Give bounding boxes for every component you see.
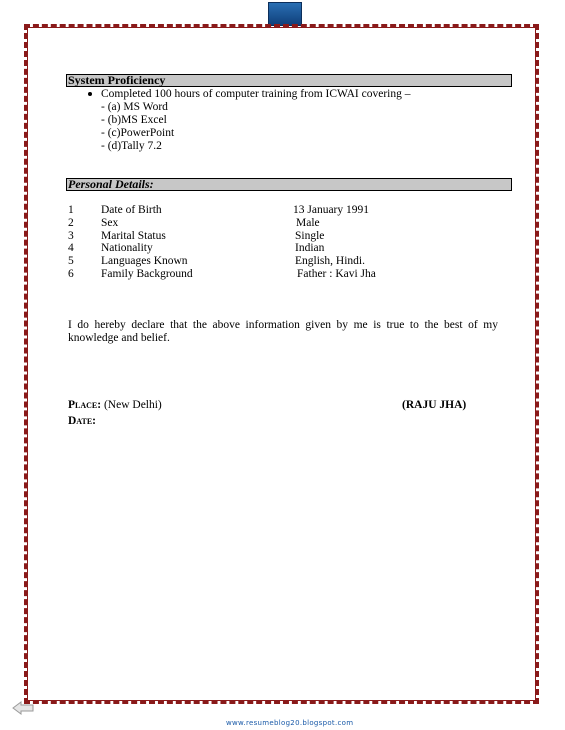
place-value: (New Delhi) (103, 399, 162, 411)
skill-item: - (c)PowerPoint (101, 127, 175, 139)
back-arrow-icon[interactable] (12, 701, 34, 715)
date-label: Date: (68, 415, 96, 427)
signature-name: (RAJU JHA) (402, 399, 467, 411)
training-bullet: Completed 100 hours of computer training from ICWAI covering – (101, 88, 411, 100)
row-value: Single (295, 230, 325, 242)
system-proficiency-heading-bar (66, 74, 512, 87)
skill-item: - (d)Tally 7.2 (101, 140, 162, 152)
personal-details-heading-bar (66, 178, 512, 191)
row-label: Nationality (101, 242, 153, 254)
row-value: English, Hindi. (295, 255, 365, 267)
system-proficiency-heading: System Proficiency (68, 73, 166, 87)
logo-icon (268, 2, 302, 26)
row-label: Languages Known (101, 255, 188, 267)
row-number: 4 (68, 242, 74, 254)
row-label: Family Background (101, 268, 193, 280)
skill-item: - (b)MS Excel (101, 114, 167, 126)
place-label: Place: (68, 399, 102, 411)
row-label: Date of Birth (101, 204, 162, 216)
bullet-icon (88, 92, 92, 96)
row-number: 5 (68, 255, 74, 267)
row-number: 2 (68, 217, 74, 229)
row-value: Male (296, 217, 320, 229)
place-line (68, 399, 162, 412)
row-value: 13 January 1991 (293, 204, 370, 216)
row-number: 6 (68, 268, 74, 280)
personal-details-heading: Personal Details: (68, 177, 154, 191)
row-value: Father : Kavi Jha (297, 268, 376, 280)
footer-url[interactable]: www.resumeblog20.blogspot.com (226, 719, 354, 727)
row-value: Indian (295, 242, 325, 254)
row-number: 1 (68, 204, 74, 216)
declaration-text: I do hereby declare that the above information given by me is true to the best of my knowledge and belief. (68, 319, 498, 344)
row-label: Marital Status (101, 230, 166, 242)
row-number: 3 (68, 230, 74, 242)
row-label: Sex (101, 217, 119, 229)
skill-item: - (a) MS Word (101, 101, 168, 113)
